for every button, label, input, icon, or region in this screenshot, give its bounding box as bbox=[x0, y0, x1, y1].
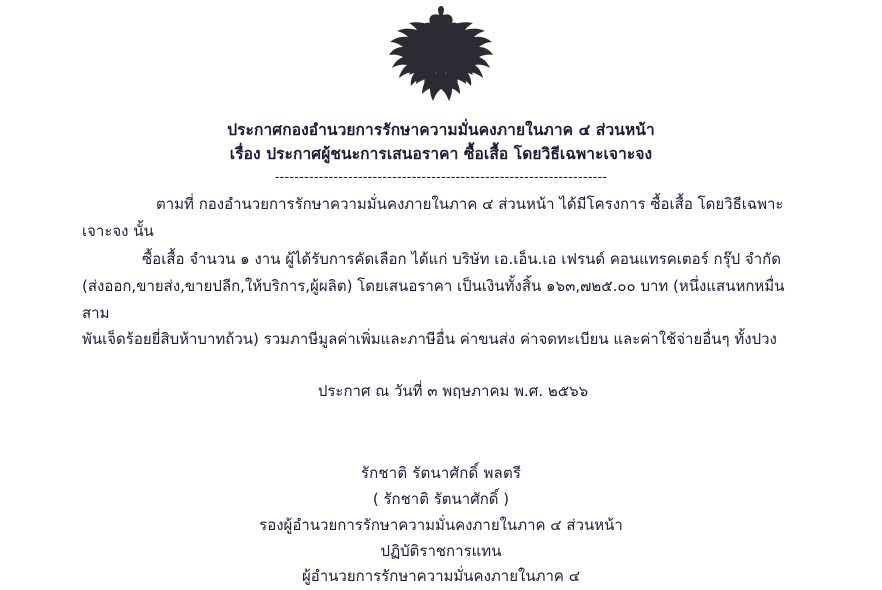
paragraph-2-line-3: พันเจ็ดร้อยยี่สิบห้าบาทถ้วน) รวมภาษีมูลค่าเพิ่มและภาษีอื่น ค่าขนส่ง ค่าจดทะเบียน และค่าใช้จ่ายอื่นๆ ทั้งปวง bbox=[82, 330, 777, 349]
paragraph-1-line-2: เจาะจง นั้น bbox=[82, 221, 154, 240]
signer-position-line-3: ผู้อำนวยการรักษาความมั่นคงภายในภาค ๔ bbox=[301, 567, 581, 586]
title-line-1: ประกาศกองอำนวยการรักษาความมั่นคงภายในภาค ๔ ส่วนหน้า bbox=[227, 121, 655, 139]
announcement-date: ประกาศ ณ วันที่ ๓ พฤษภาคม พ.ศ. ๒๕๖๖ bbox=[317, 382, 589, 401]
signer-name: รักชาติ รัตนาศักดิ์ พลตรี bbox=[360, 464, 522, 483]
paragraph-1-line-1: ตามที่ กองอำนวยการรักษาความมั่นคงภายในภาค ๔ ส่วนหน้า ได้มีโครงการ ซื้อเสื้อ โดยวิธีเฉพาะ bbox=[156, 195, 784, 214]
signer-position-line-2: ปฏิบัติราชการแทน bbox=[380, 541, 502, 560]
signature-block bbox=[60, 461, 822, 590]
garuda-emblem-icon bbox=[378, 4, 504, 108]
signer-position-line-1: รองผู้อำนวยการรักษาความมั่นคงภายในภาค ๔ ส่วนหน้า bbox=[259, 515, 623, 534]
emblem-container bbox=[60, 0, 822, 112]
paragraph-1 bbox=[82, 191, 802, 244]
paragraph-2 bbox=[82, 246, 802, 353]
title-divider: -------------------------------------------------------------------- bbox=[274, 170, 608, 186]
signer-name-paren: ( รักชาติ รัตนาศักดิ์ ) bbox=[372, 489, 510, 508]
document-body bbox=[60, 191, 822, 353]
paragraph-2-line-2: (ส่งออก,ขายส่ง,ขายปลีก,ให้บริการ,ผู้ผลิต) โดยเสนอราคา เป็นเงินทั้งสิ้น ๑๖๓,๗๒๕.๐๐ บาท (หนึ่งแสนหกหมื่นสาม bbox=[82, 277, 785, 322]
title-line-2: เรื่อง ประกาศผู้ชนะการเสนอราคา ซื้อเสื้อ โดยวิธีเฉพาะเจาะจง bbox=[229, 145, 653, 164]
paragraph-2-line-1: ซื้อเสื้อ จำนวน ๑ งาน ผู้ได้รับการคัดเลือก ได้แก่ บริษัท เอ.เอ็น.เอ เฟรนด์ คอนแทรคเตอร์ กรุ๊ป จำกัด bbox=[142, 250, 781, 269]
document-title bbox=[60, 118, 822, 166]
